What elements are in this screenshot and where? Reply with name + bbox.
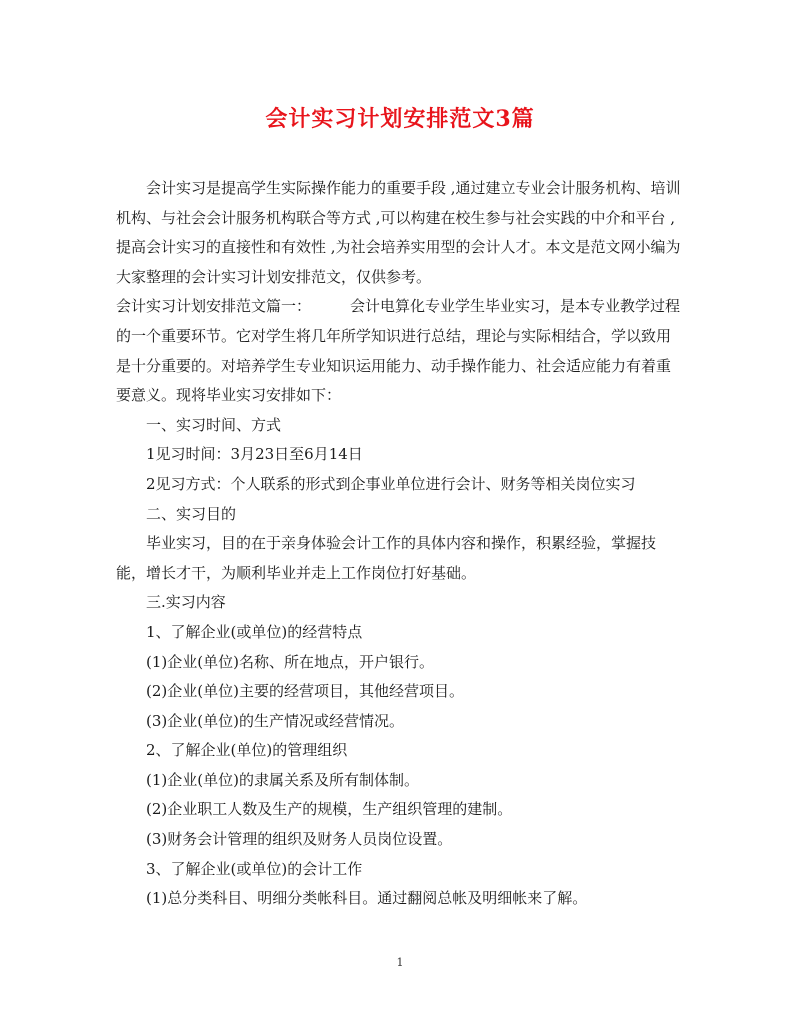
- list-item: 三.实习内容: [146, 593, 226, 612]
- list-item: 2、了解企业(单位)的管理组织: [146, 741, 348, 760]
- intro-paragraph: 会计实习是提高学生实际操作能力的重要手段 ,通过建立专业会计服务机构、培训机构、与社会会计服务机构联合等方式 ,可以构建在校生参与社会实践的中介和平台 ,提高会计实习的直接性和有效性 ,为社会培养实用型的会计人才。本文是范文网小编为大家整理的会计实习计划安排范文，仅供参考。: [116, 179, 681, 286]
- list-item: 1、了解企业(或单位)的经营特点: [146, 622, 363, 641]
- list-item: (2)企业职工人数及生产的规模，生产组织管理的建制。: [146, 800, 513, 819]
- list-item: (1)企业(单位)的隶属关系及所有制体制。: [146, 770, 419, 789]
- purpose-paragraph: 毕业实习，目的在于亲身体验会计工作的具体内容和操作，积累经验，掌握技能，增长才干，为顺利毕业并走上工作岗位打好基础。: [116, 534, 657, 582]
- list-item: 二、实习目的: [146, 504, 237, 523]
- section-heading: 会计实习计划安排范文篇一：: [116, 297, 312, 316]
- list-item: (1)企业(单位)名称、所在地点，开户银行。: [146, 652, 434, 671]
- list-item: 一、实习时间、方式: [146, 415, 282, 434]
- document-body: [116, 174, 684, 914]
- section-paragraph: [116, 292, 684, 410]
- list-item: (3)财务会计管理的组织及财务人员岗位设置。: [146, 830, 453, 849]
- list-item: 3、了解企业(或单位)的会计工作: [146, 859, 363, 878]
- list-item: 2见习方式：个人联系的形式到企事业单位进行会计、财务等相关岗位实习: [146, 474, 636, 493]
- section-text: 会计电算化专业学生毕业实习，是本专业教学过程的一个重要环节。它对学生将几年所学知识进行总结，理论与实际相结合，学以致用是十分重要的。对培养学生专业知识运用能力、动手操作能力、社会适应能力有着重要意义。现将毕业实习安排如下：: [116, 297, 681, 405]
- page-number: 1: [396, 956, 404, 969]
- list-item: (1)总分类科目、明细分类帐科目。通过翻阅总帐及明细帐来了解。: [146, 889, 588, 908]
- list-item: (2)企业(单位)主要的经营项目，其他经营项目。: [146, 682, 464, 701]
- document-title: 会计实习计划安排范文3篇: [265, 106, 535, 132]
- list-item: 1见习时间：3月23日至6月14日: [146, 445, 363, 464]
- list-item: (3)企业(单位)的生产情况或经营情况。: [146, 711, 404, 730]
